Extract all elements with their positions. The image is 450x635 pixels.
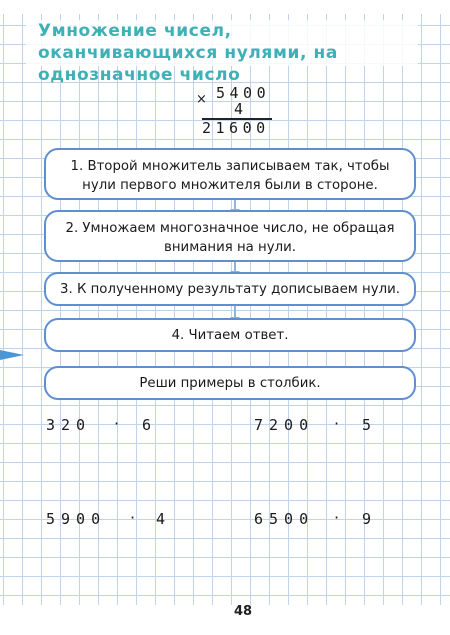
rule-step-2 [44,210,416,262]
rule-step-3 [44,272,416,306]
rule-step-2-text: 2. Умножаем многозначное число, не обращая внимания на нули. [65,221,395,255]
rule-step-3-text: 3. К полученному результату дописываем нули. [60,282,400,297]
example-multiplicand: 5400 [216,84,271,102]
task-instruction-box [44,366,416,400]
arrow-down-icon [234,200,236,210]
exercise-2-operator: · [334,414,340,433]
example-result: 21600 [202,119,270,137]
bottom-margin [0,605,450,635]
exercise-4-operator: · [334,508,340,527]
exercise-1-operator: · [114,414,120,433]
rule-step-1-text: 1. Второй множитель записываем так, чтобы нули первого множителя были в стороне. [70,159,390,193]
arrow-down-icon [234,306,236,318]
page-title: Умножение чисел, оканчивающихся нулями, на однозначное число [38,21,338,85]
example-multiplier: 4 [234,100,248,118]
exercise-1-multiplicand: 320 [46,416,92,434]
exercise-4-multiplicand: 6500 [254,510,315,528]
rule-step-4 [44,318,416,352]
exercise-2-multiplier: 5 [362,416,378,434]
multiply-sign: × [196,92,207,107]
exercise-3-multiplicand: 5900 [46,510,107,528]
rule-step-4-text: 4. Читаем ответ. [171,328,289,343]
exercise-1-multiplier: 6 [142,416,158,434]
rule-step-1 [44,148,416,200]
exercise-3-operator: · [130,508,136,527]
exercise-3-multiplier: 4 [156,510,172,528]
exercise-2-multiplicand: 7200 [254,416,315,434]
arrow-down-icon [234,262,236,272]
side-marker-icon [0,350,24,360]
top-margin [0,0,450,14]
task-instruction-text: Реши примеры в столбик. [139,376,321,391]
column-multiplication-example [196,84,278,137]
page-number: 48 [234,604,253,619]
exercise-4-multiplier: 9 [362,510,378,528]
